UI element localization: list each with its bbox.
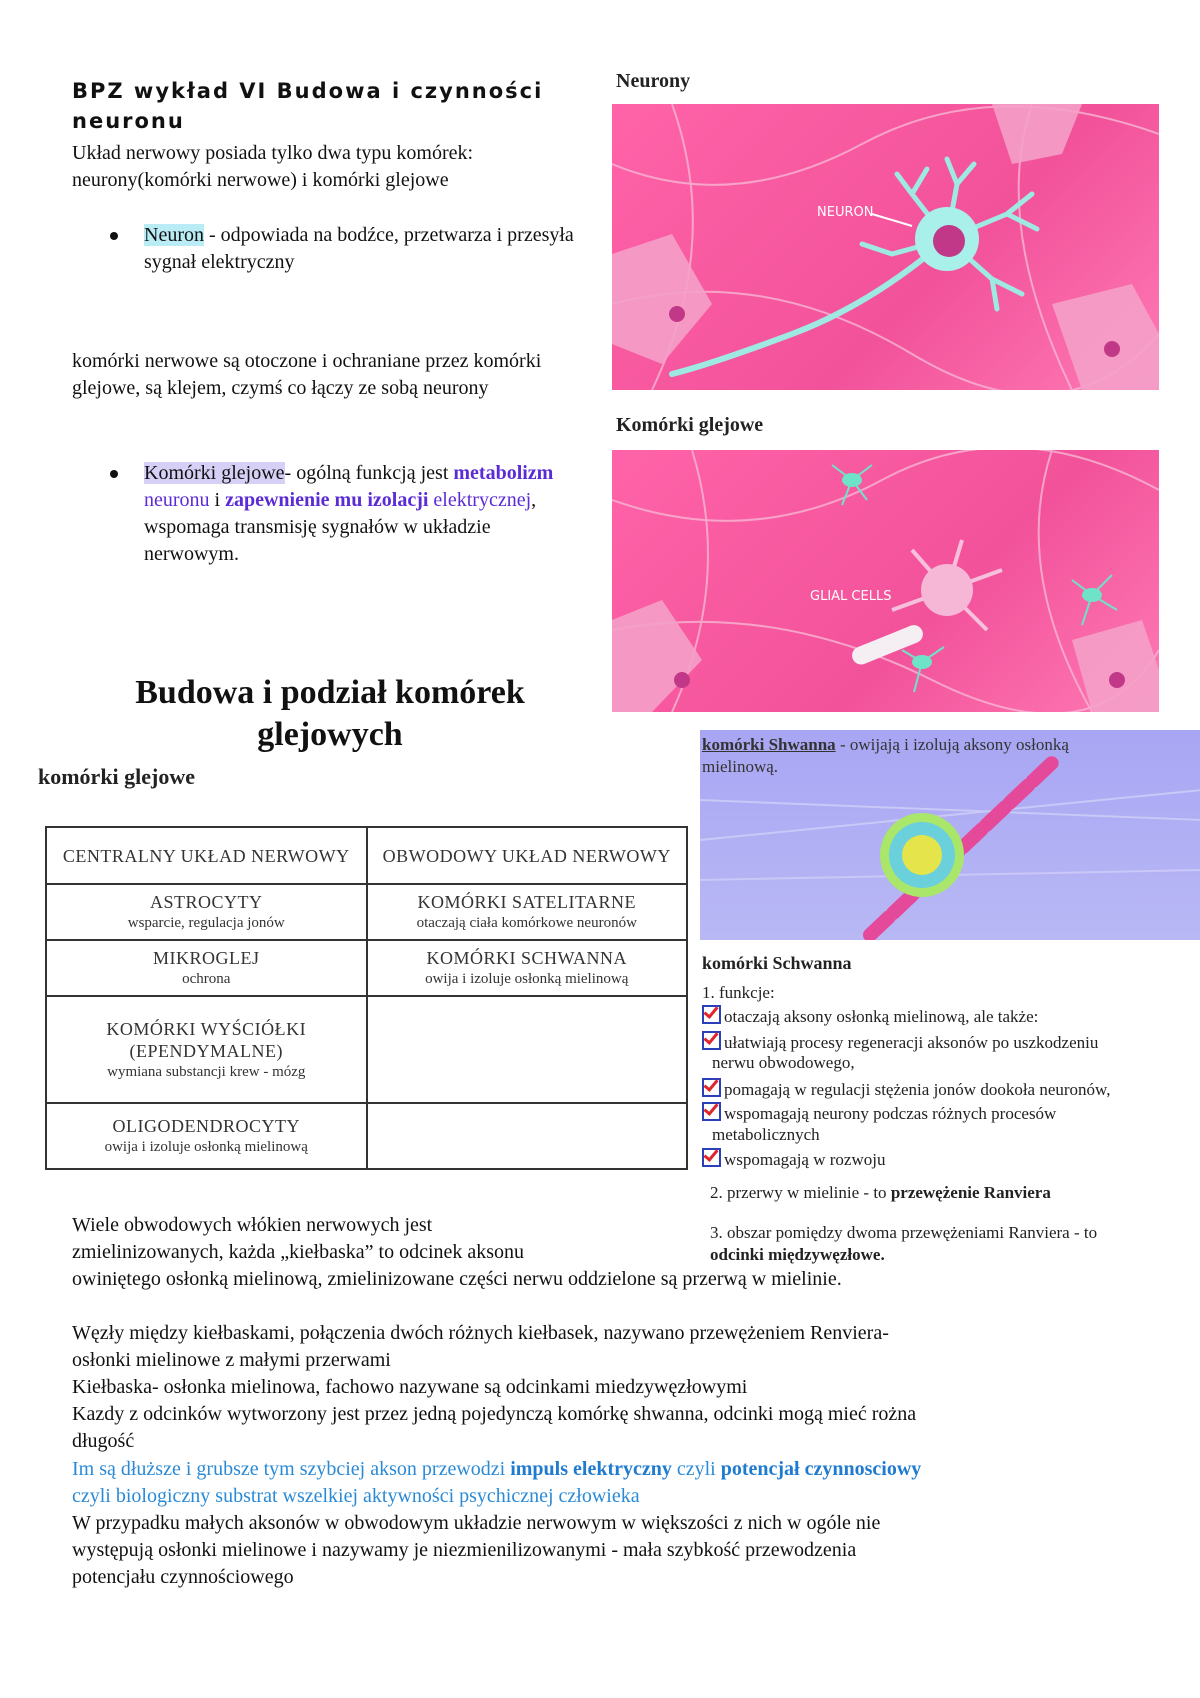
schwann-link: komórki Shwanna — [702, 735, 836, 754]
bullet-dot — [110, 470, 118, 478]
cell-name: MIKROGLEJ — [153, 948, 260, 968]
table-header-peripheral — [367, 827, 688, 884]
glia-term: Komórki glejowe — [144, 462, 285, 484]
cell-sub: wymiana substancji krew - mózg — [107, 1063, 306, 1080]
check-text: ułatwiają procesy regeneracji aksonów po uszkodzeniu — [724, 1033, 1099, 1052]
body-line: zmielinizowanych, każda „kiełbaska” to odcinek aksonu — [72, 1241, 525, 1263]
schwann-title: komórki Schwanna — [702, 953, 852, 973]
cell-name: KOMÓRKI SATELITARNE — [417, 892, 637, 912]
glia-text: - ogólną funkcją jest — [284, 462, 454, 484]
bullet-dot — [110, 232, 118, 240]
cell-sub: wsparcie, regulacja jonów — [127, 915, 285, 931]
body-line: Wiele obwodowych włókien nerwowych jest — [72, 1214, 433, 1236]
glia-text: , wspomaga transmisję sygnałów w układzie nerwowym. — [144, 489, 537, 565]
table-header-central — [46, 827, 367, 884]
intro-paragraph: Układ nerwowy posiada tylko dwa typu komórek: neurony(komórki nerwowe) i komórki glejowe — [72, 142, 474, 191]
checkbox-icon — [702, 1005, 721, 1024]
check-item — [702, 1148, 885, 1171]
check-item — [702, 1005, 1038, 1028]
table-cell — [46, 940, 367, 996]
table-caption: komórki glejowe — [38, 764, 196, 789]
table-row — [46, 940, 687, 996]
functions-heading: 1. funkcje: — [702, 983, 775, 1002]
table-row — [46, 996, 687, 1103]
glia-paragraph: komórki nerwowe są otoczone i ochraniane przez komórki glejowe, są klejem, czymś co łączy ze sobą neurony — [72, 350, 542, 399]
checkbox-icon — [702, 1102, 721, 1121]
table-cell-empty — [367, 1103, 688, 1169]
body-line: Kiełbaska- osłonka mielinowa, fachowo nazywane są odcinkami miedzywęzłowymi — [72, 1376, 748, 1398]
ranvier-text: 2. przerwy w mielinie - to — [710, 1183, 891, 1202]
table-cell — [367, 940, 688, 996]
glia-text: elektrycznej — [428, 489, 532, 511]
neurons-caption: Neurony — [616, 70, 691, 92]
check-item — [702, 1102, 1056, 1125]
impulse-term: impuls elektryczny — [510, 1458, 672, 1480]
table-row — [46, 884, 687, 940]
check-item — [702, 1078, 1110, 1101]
table-cell — [367, 884, 688, 940]
neuron-label: NEURON — [817, 205, 874, 220]
body-line: Kazdy z odcinków wytworzony jest przez jedną pojedynczą komórkę shwanna, odcinki mogą mieć rożna — [72, 1403, 917, 1425]
checkbox-icon — [702, 1148, 721, 1167]
table-cell — [46, 996, 367, 1103]
body-line: owiniętego osłonką mielinową, zmielinizowane części nerwu oddzielone są przerwą w mielinie. — [72, 1268, 842, 1290]
body-line-highlight — [72, 1456, 921, 1483]
checkbox-icon — [702, 1078, 721, 1097]
cell-name: ASTROCYTY — [149, 892, 263, 912]
glial-caption: Komórki glejowe — [616, 414, 764, 436]
section-heading: Budowa i podział komórek glejowych — [135, 674, 525, 753]
check-text: wspomagają neurony podczas różnych procesów — [724, 1104, 1057, 1123]
action-potential-term: potencjał czynnosciowy — [720, 1458, 922, 1480]
glial-image — [612, 450, 1159, 712]
internode-term: odcinki międzywęzłowe. — [710, 1245, 885, 1264]
neuron-term: Neuron — [144, 224, 204, 246]
page-title: BPZ wykład VI Budowa i czynności neuronu — [72, 79, 544, 133]
glial-illustration — [612, 450, 1159, 712]
neurons-image — [612, 104, 1159, 390]
check-continuation: metabolicznych — [712, 1125, 820, 1144]
schwann-caption-text: - owijają i izolują aksony osłonką mielinową. — [702, 735, 1069, 776]
cell-name: KOMÓRKI SCHWANNA — [426, 948, 627, 968]
body-text: czyli — [671, 1458, 721, 1480]
cell-sub: owija i izoluje osłonką mielinową — [104, 1139, 308, 1155]
glia-text: i — [209, 489, 226, 511]
table-cell — [46, 884, 367, 940]
internode-item: 3. obszar pomiędzy dwoma przewężeniami Ranviera - to — [710, 1223, 1098, 1242]
cell-sub: otaczają ciała komórkowe neuronów — [416, 915, 637, 931]
schwann-illustration — [700, 730, 1200, 940]
cell-sub: ochrona — [182, 971, 231, 987]
check-text: pomagają w regulacji stężenia jonów dookoła neuronów, — [724, 1080, 1111, 1099]
cell-name: OLIGODENDROCYTY — [112, 1116, 300, 1136]
cell-sub: owija i izoluje osłonką mielinową — [425, 971, 629, 987]
check-continuation: nerwu obwodowego, — [712, 1053, 855, 1072]
bullet-neuron — [144, 222, 584, 276]
ranvier-term: przewężenie Ranviera — [890, 1183, 1051, 1202]
table-cell — [46, 1103, 367, 1169]
schwann-functions — [700, 944, 1200, 1264]
table-row — [46, 1103, 687, 1169]
table-cell-empty — [367, 996, 688, 1103]
body-line: Węzły między kiełbaskami, połączenia dwóch różnych kiełbasek, nazywano przewężeniem Renviera- — [72, 1322, 889, 1344]
metabolism-term: metabolizm — [453, 462, 554, 484]
cell-name: KOMÓRKI WYŚCIÓŁKI (EPENDYMALNE) — [106, 1018, 307, 1061]
header-text: CENTRALNY UKŁAD NERWOWY — [62, 845, 350, 866]
isolation-term: zapewnienie mu izolacji — [225, 489, 429, 511]
glial-cells-table — [45, 826, 688, 1170]
body-line: potencjału czynnościowego — [72, 1566, 294, 1588]
header-text: OBWODOWY UKŁAD NERWOWY — [382, 845, 671, 866]
body-text: Im są dłuższe i grubsze tym szybciej akson przewodzi — [72, 1458, 511, 1480]
body-line-highlight: czyli biologiczny substrat wszelkiej aktywności psychicznej człowieka — [72, 1485, 640, 1507]
checkbox-icon — [702, 1031, 721, 1050]
bullet-glia — [144, 460, 584, 568]
body-line: występują osłonki mielinowe i nazywamy je niezmienilizowanymi - mała szybkość przewodzenia — [72, 1539, 857, 1561]
table-row — [46, 827, 687, 884]
body-line: osłonki mielinowe z małymi przerwami — [72, 1349, 391, 1371]
schwann-image — [700, 730, 1200, 940]
glial-cells-label: GLIAL CELLS — [810, 589, 892, 604]
neuron-illustration — [612, 104, 1159, 390]
body-line: W przypadku małych aksonów w obwodowym układzie nerwowym w większości z nich w ogóle nie — [72, 1512, 881, 1534]
check-text: otaczają aksony osłonką mielinową, ale także: — [724, 1007, 1039, 1026]
body-line: długość — [72, 1430, 135, 1452]
ranvier-item — [710, 1182, 1051, 1204]
check-text: wspomagają w rozwoju — [724, 1150, 886, 1169]
glia-text: neuronu — [144, 489, 210, 511]
check-item — [702, 1031, 1098, 1054]
neuron-definition: - odpowiada na bodźce, przetwarza i przesyła sygnał elektryczny — [144, 224, 574, 273]
